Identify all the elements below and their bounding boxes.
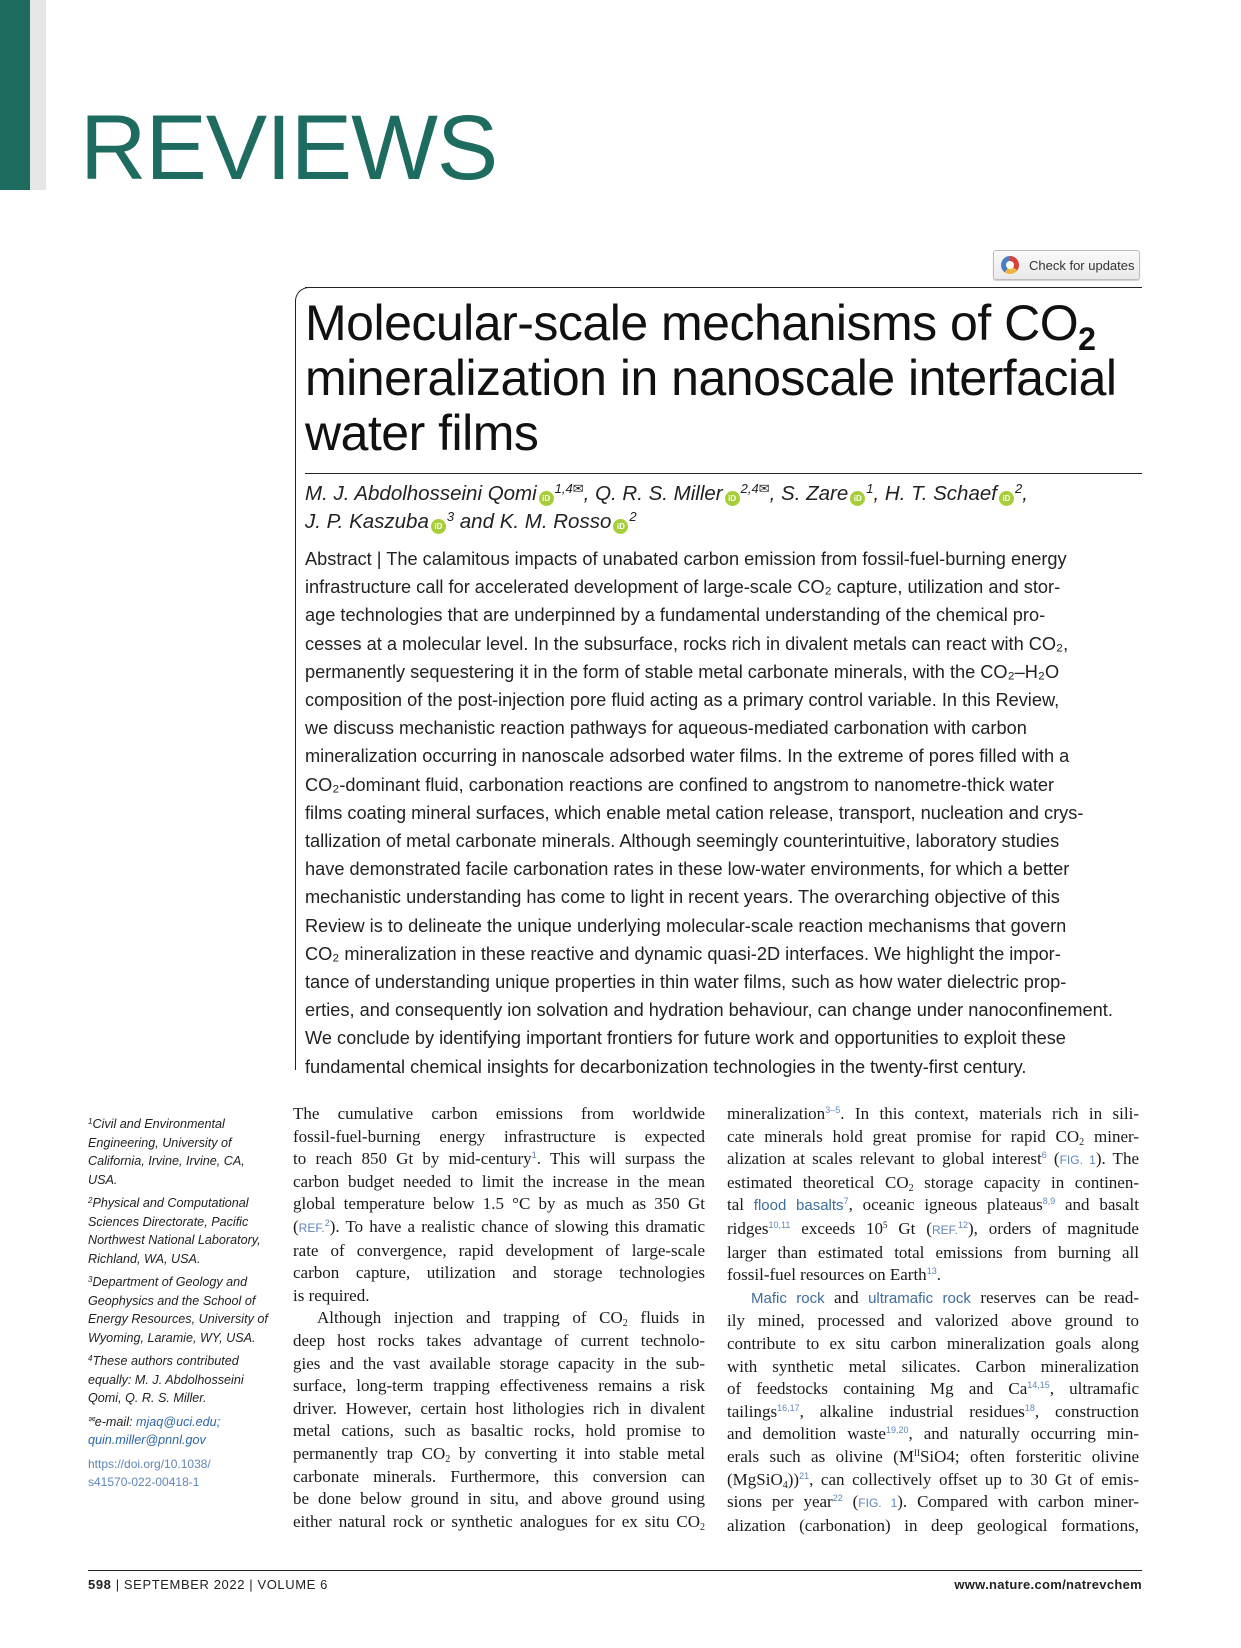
abstract-line: age technologies that are underpinned by a fundamental understanding of the chemical pro- (305, 605, 1046, 626)
affiliations (88, 1115, 273, 1497)
title-top-rule (305, 287, 1142, 288)
abstract-line: have demonstrated facile carbonation rates in these low-water environments, for which a better (305, 859, 1070, 880)
abstract-line: CO₂ mineralization in these reactive and dynamic quasi-2D interfaces. We highlight the impor- (305, 943, 1061, 964)
abstract (305, 545, 1143, 1081)
abstract-line: Abstract | The calamitous impacts of unabated carbon emission from fossil-fuel-burning energy (305, 549, 1067, 569)
journal-website-link[interactable]: www.nature.com/natrevchem (954, 1577, 1142, 1592)
footer-info: 598 | SEPTEMBER 2022 | VOLUME 6 (88, 1577, 328, 1592)
author-name[interactable]: K. M. Rosso (499, 510, 612, 533)
email-link[interactable]: quin.miller@pnnl.gov (88, 1433, 206, 1447)
abstract-line: tallization of metal carbonate minerals. Although seemingly counterintuitive, laboratory studies (305, 831, 1060, 852)
abstract-line: tance of understanding unique properties in thin water films, such as how water dielectric prop- (305, 972, 1067, 993)
title-bottom-rule (305, 473, 1142, 474)
doi-link[interactable]: https://doi.org/10.1038/ s41570-022-00418-1 (88, 1456, 211, 1489)
envelope-icon: ✉ (572, 481, 584, 496)
page-number: 598 (88, 1577, 112, 1592)
author-list: M. J. Abdolhosseini Qomi $iD^{1,4✉}$, Q. R. S. Miller $iD^{2,4✉}$, S. Zare $iD^1$, H. T. Schaef $iD^2$, J. P. Kaszuba $iD^3$ and K. M. Rosso $iD^2$ (305, 481, 1028, 533)
envelope-icon: ✉ (88, 1414, 95, 1424)
affiliation: $^2$Physical and Computational Sciences Directorate, Pacific Northwest National Laboratory, Richland, WA, USA. (88, 1196, 261, 1266)
envelope-icon: ✉ (758, 481, 770, 496)
abstract-line: we discuss mechanistic reaction pathways for aqueous-mediated carbonation with carbon (305, 718, 1027, 739)
author-name[interactable]: J. P. Kaszuba (305, 510, 429, 533)
affiliation: $^1$Civil and Environmental Engineering, University of California, Irvine, Irvine, CA, USA. (88, 1117, 245, 1187)
abstract-line: composition of the post-injection pore fluid acting as a primary control variable. In this Review, (305, 690, 1060, 711)
volume: VOLUME 6 (257, 1577, 328, 1592)
abstract-line: permanently sequestering it in the form of stable metal carbonate minerals, with the CO₂–H₂O (305, 661, 1060, 682)
section-band-accent (0, 0, 30, 190)
orcid-icon[interactable]: iD (613, 519, 628, 534)
article-title: Molecular-scale mechanisms of $CO_2$ mineralization in nanoscale interfacial water films (305, 295, 1117, 461)
affiliation: $^4$These authors contributed equally: M. J. Abdolhosseini Qomi, Q. R. S. Miller. (88, 1354, 244, 1405)
contact-email: ✉e-mail: mjaq@uci.edu; quin.miller@pnnl.gov (88, 1414, 221, 1447)
issue-date: SEPTEMBER 2022 (123, 1577, 246, 1592)
abstract-line: mineralization occurring in nanoscale adsorbed water films. In the extreme of pores filled with a (305, 746, 1070, 767)
body-column-2: mineralization$^{3-5}$. In this context, materials rich in sili- cate minerals hold great promise for rapid $CO_2$ miner- alization at scales relevant to global interest$^6$ (FIG. 1). The estimated theoretical $CO_2$ storage capacity in continen- tal flood basalts$^7$, oceanic igneous plateaus$^{8,9}$ and basalt ridges$^{10,11}$ exceeds $10^5$ Gt (REF.$^{12}$), orders of magnitude larger than estimated total emissions from burning all fossil-fuel resources on Earth$^{13}$. Mafic rock and ultramafic rock reserves can be read- ily mined, processed and valorized above ground to contribute to ex situ carbon mineralization goals along with synthetic metal silicates. Carbon mineralization of feedstocks containing Mg and Ca$^{14,15}$, ultramafic tailings$^{16,17}$, alkaline industrial residues$^{18}$, construction and demolition waste$^{19,20}$, and naturally occurring min- erals such as olivine ($M^{II}SiO4$; often forsteritic olivine (MgSiO$_4$))$^{21}$, can collectively offset up to 30 Gt of emis- sions per year$^{22}$ (FIG. 1). Compared with carbon miner- alization (carbonation) in deep geological formations, (727, 1104, 1140, 1535)
orcid-icon[interactable]: iD (850, 491, 865, 506)
affiliation: $^3$Department of Geology and Geophysics and the School of Energy Resources, University of Wyoming, Laramie, WY, USA. (88, 1275, 268, 1345)
body-column-1: The cumulative carbon emissions from worldwide fossil-fuel-burning energy infrastructure is expected to reach 850 Gt by mid-century$^1$. This will surpass the carbon budget needed to limit the increase in the mean global temperature below 1.5 °C by as much as 350 Gt (REF.$^2$). To have a realistic chance of slowing this dramatic rate of convergence, rapid development of large-scale carbon capture, utilization and storage technologies is required. Although injection and trapping of $CO_2$ fluids in deep host rocks takes advantage of current technolo- gies and the vast available storage capacity in the sub- surface, long-term trapping effectiveness remains a risk driver. However, certain host lithologies rich in divalent metal cations, such as basaltic rocks, hold promise to permanently trap $CO_2$ by converting it into stable metal carbonate minerals. Furthermore, this conversion can be done below ground in situ, and above ground using either natural rock or synthetic analogues for ex situ $CO_2$ (293, 1104, 705, 1533)
orcid-icon[interactable]: iD (539, 491, 554, 506)
orcid-icon[interactable]: iD (431, 519, 446, 534)
check-for-updates-label: Check for updates (1029, 257, 1135, 273)
author-name[interactable]: M. J. Abdolhosseini Qomi (305, 482, 537, 505)
abstract-line: Review is to delineate the unique underlying molecular-scale reaction mechanisms that govern (305, 915, 1067, 936)
section-band (0, 0, 46, 190)
abstract-line: CO₂-dominant fluid, carbonation reactions are confined to angstrom to nanometre-thick water (305, 774, 1055, 795)
abstract-line: films coating mineral surfaces, which enable metal cation release, transport, nucleation and crys- (305, 802, 1084, 823)
abstract-line: mechanistic understanding has come to light in recent years. The overarching objective of this (305, 887, 1060, 908)
footer-rule (88, 1570, 1142, 1571)
author-name[interactable]: S. Zare (781, 482, 849, 505)
abstract-line: infrastructure call for accelerated development of large-scale CO₂ capture, utilization and stor- (305, 577, 1061, 598)
abstract-label: Abstract | (305, 549, 382, 569)
section-label: REVIEWS (80, 97, 498, 199)
email-link[interactable]: mjaq@uci.edu; (136, 1414, 221, 1429)
abstract-line: fundamental chemical insights for decarbonization technologies in the twenty-first century. (305, 1056, 1027, 1077)
abstract-line: We conclude by identifying important frontiers for future work and opportunities to exploit these (305, 1028, 1066, 1049)
check-for-updates-button[interactable] (993, 250, 1140, 280)
author-name[interactable]: H. T. Schaef (884, 482, 997, 505)
abstract-line: cesses at a molecular level. In the subsurface, rocks rich in divalent metals can react with CO₂, (305, 633, 1069, 654)
orcid-icon[interactable]: iD (725, 491, 740, 506)
crossmark-icon (1001, 256, 1019, 274)
abstract-left-rule (295, 300, 296, 1070)
orcid-icon[interactable]: iD (999, 491, 1014, 506)
author-name[interactable]: Q. R. S. Miller (595, 482, 723, 505)
abstract-line: erties, and consequently ion solvation and hydration behaviour, can change under nanoconfinement. (305, 1000, 1113, 1021)
